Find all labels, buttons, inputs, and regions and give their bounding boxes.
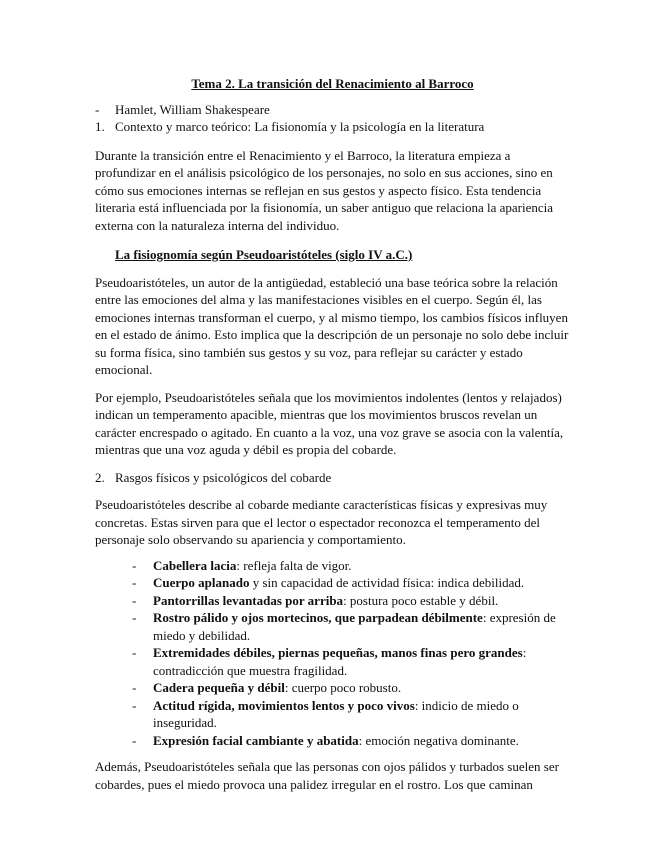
bullet-text: [153, 574, 524, 592]
bullet-text: [153, 679, 401, 697]
list-item: [132, 697, 570, 732]
list-item: [132, 609, 570, 644]
bullet-dash: -: [132, 645, 137, 660]
bullet-term: Actitud rígida, movimientos lentos y poco vivos: [153, 697, 415, 713]
bullet-dash: -: [132, 680, 137, 695]
section-1-paragraph-3: Por ejemplo, Pseudoaristóteles señala que los movimientos indolentes (lentos y relajados) indican un temperamento apacible, mientras que los movimientos bruscos revelan un carácter encrespado o agitado. En cuanto a la voz, una voz grave se asocia con la valentía, mientras que una voz aguda y débil es propia del cobarde.: [95, 389, 564, 457]
list-item: [132, 574, 570, 592]
bullet-dash: -: [132, 557, 137, 573]
bullet-term: Extremidades débiles, piernas pequeñas, manos finas pero grandes: [153, 645, 523, 660]
list-item: [132, 679, 570, 697]
bullet-text: [153, 697, 570, 732]
bullet-description: : cuerpo poco robusto.: [284, 680, 402, 695]
list-item: [132, 592, 570, 610]
bullet-text: [153, 557, 352, 575]
section-2-title: Rasgos físicos y psicológicos del cobarde: [115, 469, 332, 485]
document-title: Tema 2. La transición del Renacimiento al Barroco: [191, 76, 474, 91]
bullet-term: Pantorrillas levantadas por arriba: [153, 592, 344, 608]
bullet-text: [153, 644, 570, 679]
bullet-description: : emoción negativa dominante.: [358, 732, 519, 748]
bullet-text: [153, 609, 570, 644]
list-item: [132, 732, 570, 750]
bullet-term: Cadera pequeña y débil: [153, 680, 285, 695]
section-2-paragraph-2: Además, Pseudoaristóteles señala que las personas con ojos pálidos y turbados suelen ser cobardes, pues el miedo provoca una palidez irregular en el rostro. Los que caminan: [95, 759, 559, 792]
section-1-paragraph-1: Durante la transición entre el Renacimiento y el Barroco, la literatura empieza a profundizar en el análisis psicológico de los personajes, no solo en sus acciones, sino en cómo sus emociones internas se reflejan en sus gestos y aspecto físico. Esta tendencia literaria está influenciada por la fisionomía, un saber antiguo que relaciona la apariencia externa con la naturaleza interna del individuo.: [95, 147, 554, 233]
section-2-number: 2.: [95, 469, 105, 485]
bullet-description: : refleja falta de vigor.: [236, 557, 352, 573]
list-item-text: Hamlet, William Shakespeare: [115, 101, 270, 117]
bullet-dash: -: [132, 610, 137, 625]
bullet-description: y sin capacidad de actividad física: indica debilidad.: [249, 575, 525, 590]
bullet-text: [153, 592, 498, 610]
bullet-term: Expresión facial cambiante y abatida: [153, 732, 359, 748]
physiognomy-subheading: La fisiognomía según Pseudoaristóteles (siglo IV a.C.): [115, 247, 413, 262]
bullet-description: : indicio de miedo o inseguridad.: [153, 697, 519, 730]
top-list-item: [95, 101, 570, 119]
coward-traits-list: [132, 557, 570, 750]
bullet-description: : postura poco estable y débil.: [343, 592, 499, 608]
section-1-heading: [95, 118, 570, 136]
section-2-heading: [95, 469, 570, 487]
bullet-dash: -: [132, 592, 137, 608]
section-1-title: Contexto y marco teórico: La fisionomía y la psicología en la literatura: [115, 119, 485, 134]
section-1-paragraph-2: Pseudoaristóteles, un autor de la antigüedad, estableció una base teórica sobre la relación entre las emociones del alma y las manifestaciones visibles en el cuerpo. Según él, las emociones internas transforman el cuerpo, y al mismo tiempo, los cambios físicos influyen en el estado de ánimo. Esto implica que la descripción de un personaje no solo debe incluir su forma física, sino también sus gestos y su voz, para reflejar su carácter y estado emocional.: [95, 274, 569, 377]
bullet-text: [153, 732, 519, 750]
bullet-term: Cuerpo aplanado: [153, 575, 250, 590]
bullet-term: Cabellera lacia: [153, 557, 237, 573]
section-1-number: 1.: [95, 119, 105, 134]
list-item: [132, 644, 570, 679]
section-2-paragraph-1: Pseudoaristóteles describe al cobarde mediante características físicas y expresivas muy concretas. Estas sirven para que el lector o espectador reconozca el temperamento del personaje solo observando su apariencia y comportamiento.: [95, 497, 548, 547]
list-item: [132, 557, 570, 575]
bullet-dash: -: [132, 575, 137, 590]
bullet-dash: -: [132, 697, 137, 713]
bullet-description: : contradicción que muestra fragilidad.: [153, 645, 527, 678]
bullet-description: : expresión de miedo y debilidad.: [153, 610, 556, 643]
bullet-dash: -: [132, 732, 137, 748]
bullet-term: Rostro pálido y ojos mortecinos, que parpadean débilmente: [153, 610, 483, 625]
list-marker: -: [95, 101, 100, 117]
